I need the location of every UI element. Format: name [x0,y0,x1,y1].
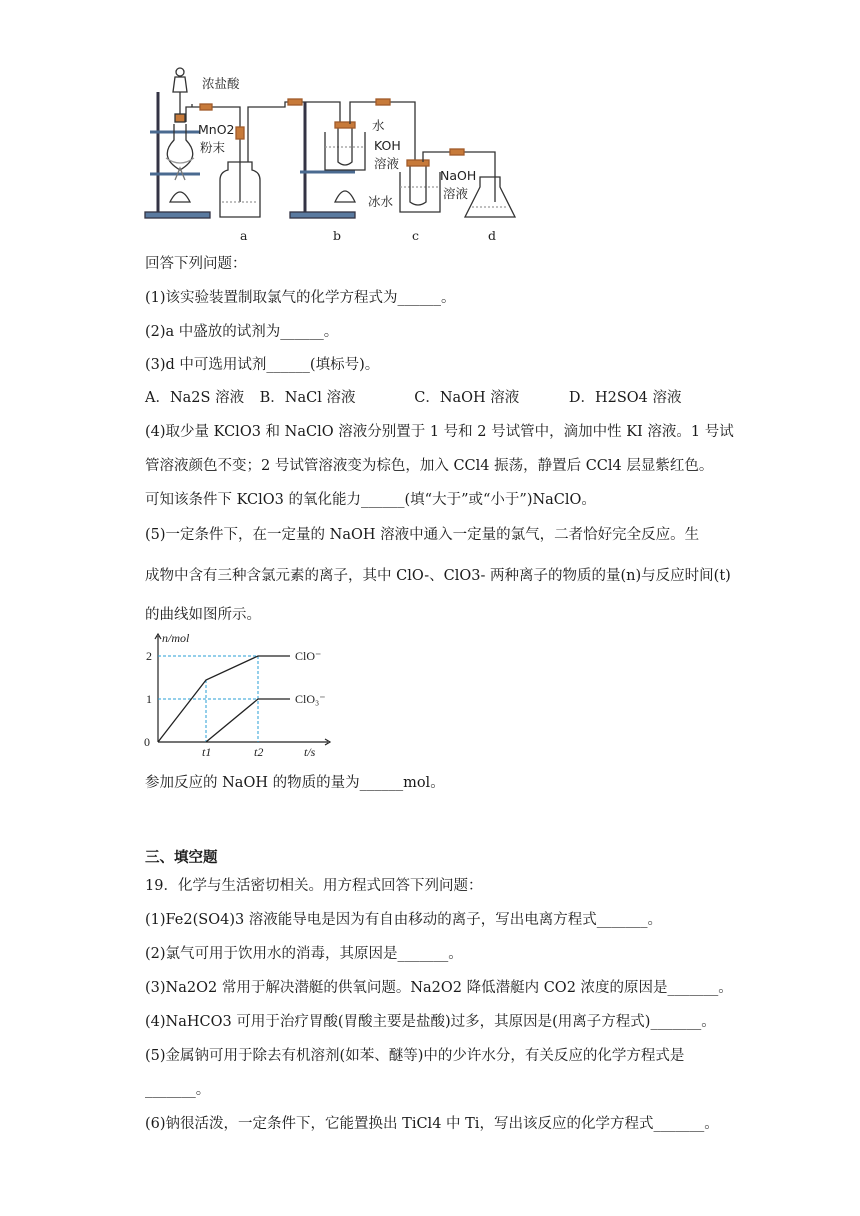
series-clo3 [206,699,290,742]
question-4-line1: (4)取少量 KClO3 和 NaClO 溶液分别置于 1 号和 2 号试管中，滴加中性 KI 溶液。1 号试 [145,424,734,440]
question-19: 19．化学与生活密切相关。用方程式回答下列问题： [145,878,483,894]
question-3-options [145,388,681,408]
sub-question-5-line2: _______。 [145,1082,211,1098]
question-5-answer: 参加反应的 NaOH 的物质的量为______mol。 [145,775,445,791]
label-ice-water: 冰水 [368,194,394,209]
sub-question-2: (2)氯气可用于饮用水的消毒，其原因是_______。 [145,946,463,962]
question-5-line2: 成物中含有三种含氯元素的离子，其中 ClO-、ClO3- 两种离子的物质的量(n)与反应时间(t) [145,568,731,584]
label-powder: 粉末 [200,140,226,155]
option-d: D．H2SO4 溶液 [568,390,682,406]
question-4-line3: 可知该条件下 KClO3 的氧化能力______(填“大于”或“小于”)NaClO。 [145,492,596,508]
y-axis-label: n/mol [162,631,190,645]
question-5-line3: 的曲线如图所示。 [145,607,261,623]
label-solution1: 溶液 [374,156,400,171]
tag-a: a [240,228,248,243]
x-tick-t2: t2 [254,745,264,759]
legend-clo: ClO⁻ [295,649,322,663]
label-water: 水 [372,118,385,133]
question-1: (1)该实验装置制取氯气的化学方程式为______。 [145,290,456,306]
label-mno2: MnO2 [198,122,235,137]
question-2: (2)a 中盛放的试剂为______。 [145,324,339,340]
question-4-line2: 管溶液颜色不变；2 号试管溶液变为棕色，加入 CCl4 振荡，静置后 CCl4 层显紫红色。 [145,458,714,474]
y-tick-0: 0 [144,735,150,749]
intro-text: 回答下列问题： [145,256,247,272]
sub-question-6: (6)钠很活泼，一定条件下，它能置换出 TiCl4 中 Ti，写出该反应的化学方程式_______。 [145,1116,719,1132]
tag-b: b [333,228,342,243]
option-c: C．NaOH 溶液 [414,390,520,406]
question-5-line1: (5)一定条件下，在一定量的 NaOH 溶液中通入一定量的氯气，二者恰好完全反应。生 [145,527,700,543]
y-tick-2: 2 [146,649,152,663]
sub-question-3: (3)Na2O2 常用于解决潜艇的供氧问题。Na2O2 降低潜艇内 CO2 浓度的原因是_______。 [145,980,733,996]
section-3-title: 三、填空题 [145,850,218,866]
option-a: A．Na2S 溶液 [145,390,245,406]
tag-d: d [488,228,497,243]
x-axis-label: t/s [304,745,316,759]
question-3: (3)d 中可选用试剂______(填标号)。 [145,357,380,373]
label-solution2: 溶液 [443,186,469,201]
n-vs-t-chart [140,630,340,760]
sub-question-1: (1)Fe2(SO4)3 溶液能导电是因为有自由移动的离子，写出电离方程式_______。 [145,912,663,928]
label-koh: KOH [374,138,401,153]
sub-question-5-line1: (5)金属钠可用于除去有机溶剂(如苯、醚等)中的少许水分，有关反应的化学方程式是 [145,1048,685,1064]
option-b: B．NaCl 溶液 [259,390,356,406]
sub-question-4: (4)NaHCO3 可用于治疗胃酸(胃酸主要是盐酸)过多，其原因是(用离子方程式)_______。 [145,1014,716,1030]
apparatus-diagram [140,62,530,252]
label-naoh: NaOH [440,168,477,183]
legend-clo3: ClO₃⁻ [295,692,326,706]
label-conc-hcl: 浓盐酸 [202,76,240,91]
tag-c: c [412,228,420,243]
x-tick-t1: t1 [202,745,212,759]
y-tick-1: 1 [146,692,152,706]
